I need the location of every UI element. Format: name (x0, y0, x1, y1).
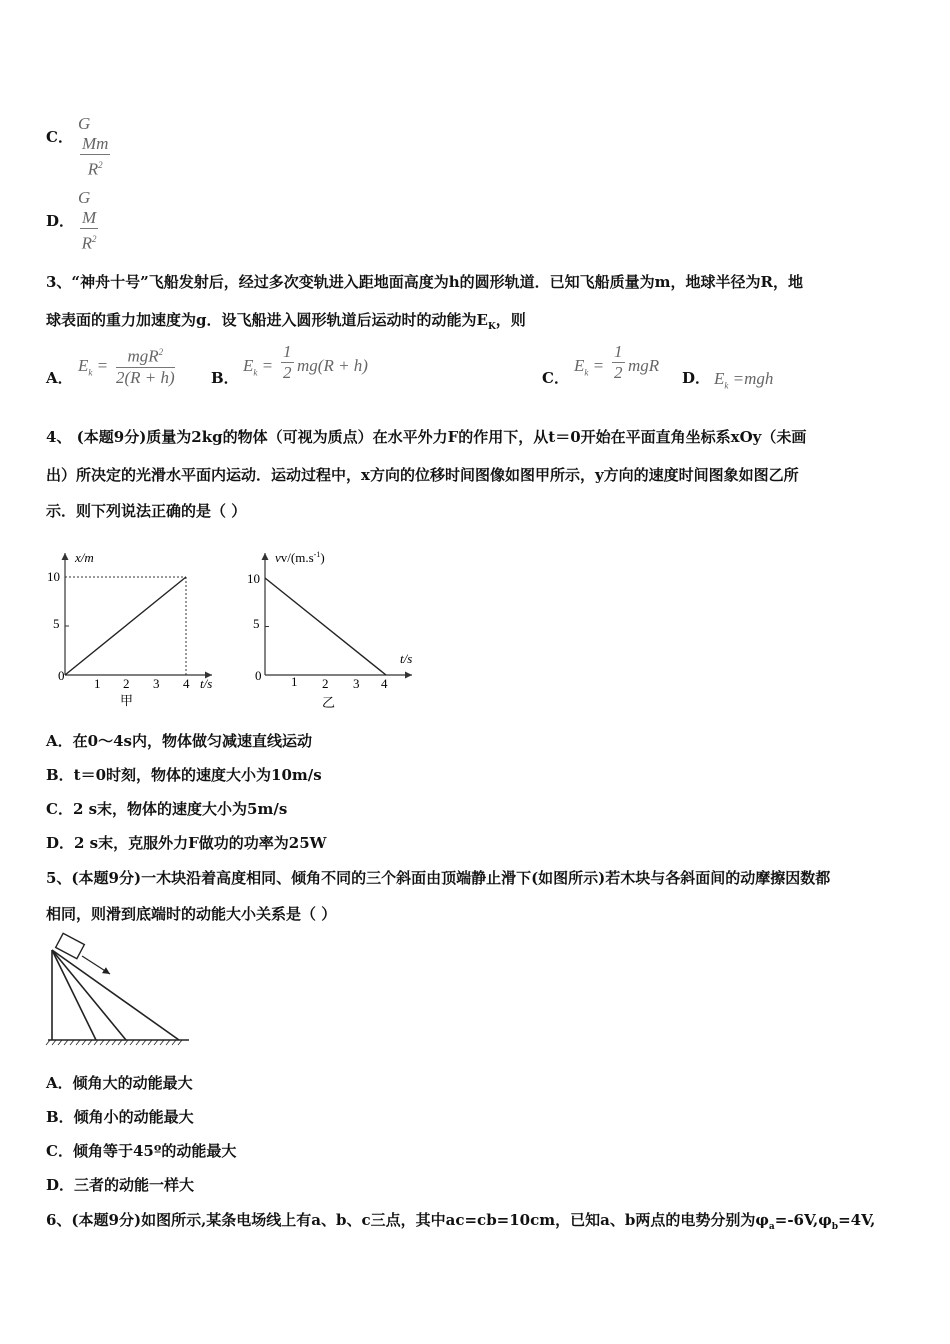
q3-a-num: mgR (127, 346, 159, 366)
q3-b-lhs: E (243, 356, 254, 375)
jia-ytick-10: 10 (47, 569, 60, 584)
yi-ylabel-sup: -1 (313, 550, 321, 559)
q3-option-d (682, 342, 822, 392)
q3-d-rest: mgh (744, 369, 774, 388)
q2-option-d-formula (78, 188, 100, 254)
q4-option-a: A．在0～4s内，物体做匀减速直线运动 (46, 732, 312, 750)
q3-c-fraction (612, 342, 625, 383)
q3-c-rest: mgR (628, 356, 660, 375)
q3-option-b (211, 342, 411, 392)
q3-b-rest: mg(R + h) (297, 356, 368, 375)
q2-option-c-formula (78, 114, 112, 180)
q5-stem-line1: 5、(本题9分)一木块沿着高度相同、倾角不同的三个斜面由顶端静止滑下(如图所示)若木块与各斜面间的动摩擦因数都 (46, 869, 831, 887)
yi-origin: 0 (255, 668, 262, 683)
q3-c-den: 2 (614, 363, 623, 382)
q2-c-prefix: G (78, 114, 91, 133)
q3-option-a-formula (78, 356, 108, 377)
yi-ytick-10: 10 (247, 571, 260, 586)
q3-option-c-formula (574, 356, 604, 377)
yi-ylabel-text: v/(m.s (280, 550, 314, 565)
jia-ytick-5: 5 (53, 616, 60, 631)
q3-stem-line1: 3、“神舟十号”飞船发射后，经过多次变轨进入距地面高度为h的圆形轨道．已知飞船质量为m，地球半径为R，地 (46, 273, 803, 291)
q3-d-lhs-sub: k (724, 380, 729, 391)
q3-option-b-label: B． (211, 369, 239, 387)
q5-option-d: D．三者的动能一样大 (46, 1176, 195, 1194)
q2-c-fraction (80, 134, 110, 180)
q5-option-c: C．倾角等于45º的动能最大 (46, 1142, 237, 1160)
q3-a-den: 2(R + h) (116, 367, 175, 387)
q6-end: =4V, (838, 1211, 876, 1229)
q3-d-lhs: E (714, 369, 725, 388)
q6-stem-text: 6、(本题9分)如图所示,某条电场线上有a、b、c三点，其中ac=cb=10cm，已知a、b两点的电势分别为φ (46, 1211, 769, 1229)
q3-a-lhs: E (78, 356, 89, 375)
q3-a-fraction (116, 342, 175, 388)
q5-option-b: B．倾角小的动能最大 (46, 1108, 194, 1126)
jia-origin: 0 (58, 668, 65, 683)
q3-b-den: 2 (283, 363, 292, 382)
q3-stem-end: ，则 (495, 311, 526, 329)
q3-option-c-label: C． (542, 369, 569, 387)
q3-a-num-sup: 2 (158, 347, 164, 357)
q2-c-num: Mm (82, 134, 109, 153)
q3-c-lhs: E (574, 356, 585, 375)
q3-option-d-formula (714, 369, 773, 390)
q2-c-den: R (87, 159, 99, 179)
q6-sub-a: a (768, 1222, 775, 1232)
q4-stem-line2: 出）所决定的光滑水平面内运动．运动过程中，x方向的位移时间图像如图甲所示，y方向的速度时间图象如图乙所 (46, 466, 799, 484)
yi-xtick-1: 1 (291, 674, 298, 689)
yi-xtick-3: 3 (353, 676, 360, 691)
yi-xlabel: t/s (400, 651, 413, 666)
q4-option-d: D．2 s末，克服外力F做功的功率为25W (46, 834, 327, 852)
yi-ytick-5: 5 (253, 616, 260, 631)
yi-ylabel-end: ) (320, 550, 325, 565)
q3-option-d-label: D． (682, 369, 711, 387)
q4-option-b: B．t＝0时刻，物体的速度大小为10m/s (46, 766, 322, 784)
q5-option-a: A．倾角大的动能最大 (46, 1074, 193, 1092)
q6-stem-line1 (46, 1209, 875, 1232)
q3-option-c (542, 342, 682, 392)
q4-stem-line1: 4、 (本题9分)质量为2kg的物体（可视为质点）在水平外力F的作用下，从t＝0开始在平面直角坐标系xOy（未画 (46, 428, 807, 446)
jia-xtick-3: 3 (153, 676, 160, 691)
q3-b-eq: = (257, 356, 274, 375)
q2-option-d-label: D． (46, 212, 75, 230)
q4-charts (40, 545, 420, 715)
yi-caption: 乙 (322, 695, 336, 710)
q5-stem-line2: 相同，则滑到底端时的动能大小关系是（ ） (46, 905, 337, 923)
q4-option-c: C．2 s末，物体的速度大小为5m/s (46, 800, 288, 818)
q3-stem-line2 (46, 309, 526, 332)
yi-xtick-2: 2 (322, 676, 329, 691)
q2-d-num: M (82, 208, 97, 227)
jia-xtick-2: 2 (123, 676, 130, 691)
q3-option-a (46, 342, 216, 392)
q3-option-a-label: A． (46, 369, 73, 387)
q3-option-b-formula (243, 356, 273, 377)
chart-jia (47, 550, 212, 708)
q2-d-den: R (81, 233, 93, 253)
q4-stem-line3: 示．则下列说法正确的是（ ） (46, 502, 247, 520)
q2-c-den-sup: 2 (98, 160, 103, 170)
yi-ylabel: $vv/(m.s^{-1})$ (275, 550, 325, 565)
yi-series-line (265, 578, 386, 675)
q3-stem-sub: K (487, 322, 496, 332)
jia-ylabel: x/m (75, 550, 94, 565)
q3-stem-line2-text: 球表面的重力加速度为g．设飞船进入圆形轨道后运动时的动能为E (46, 311, 488, 329)
q3-c-num: 1 (614, 342, 623, 361)
jia-caption: 甲 (120, 693, 134, 708)
jia-xtick-4: 4 (183, 676, 190, 691)
q3-a-lhs-sub: k (88, 367, 93, 378)
q5-motion-arrow (82, 956, 110, 974)
q2-d-den-sup: 2 (92, 234, 97, 244)
chart-yi (247, 550, 412, 710)
q6-mid: =-6V,φ (774, 1211, 832, 1229)
yi-xtick-4: 4 (381, 676, 388, 691)
jia-series-line (65, 577, 186, 675)
q3-c-eq: = (588, 356, 605, 375)
jia-xtick-1: 1 (94, 676, 101, 691)
q3-b-fraction (281, 342, 294, 383)
q5-incline-diagram (44, 932, 194, 1050)
jia-xlabel: t/s (200, 676, 213, 691)
q2-d-fraction (80, 208, 98, 254)
q2-d-prefix: G (78, 188, 91, 207)
q6-sub-b: b (831, 1222, 839, 1232)
q3-b-lhs-sub: k (253, 367, 258, 378)
q3-d-eq: = (728, 369, 745, 388)
q2-option-c-label: C． (46, 128, 73, 146)
q3-a-eq: = (92, 356, 109, 375)
q3-b-num: 1 (283, 342, 292, 361)
q3-c-lhs-sub: k (584, 367, 589, 378)
